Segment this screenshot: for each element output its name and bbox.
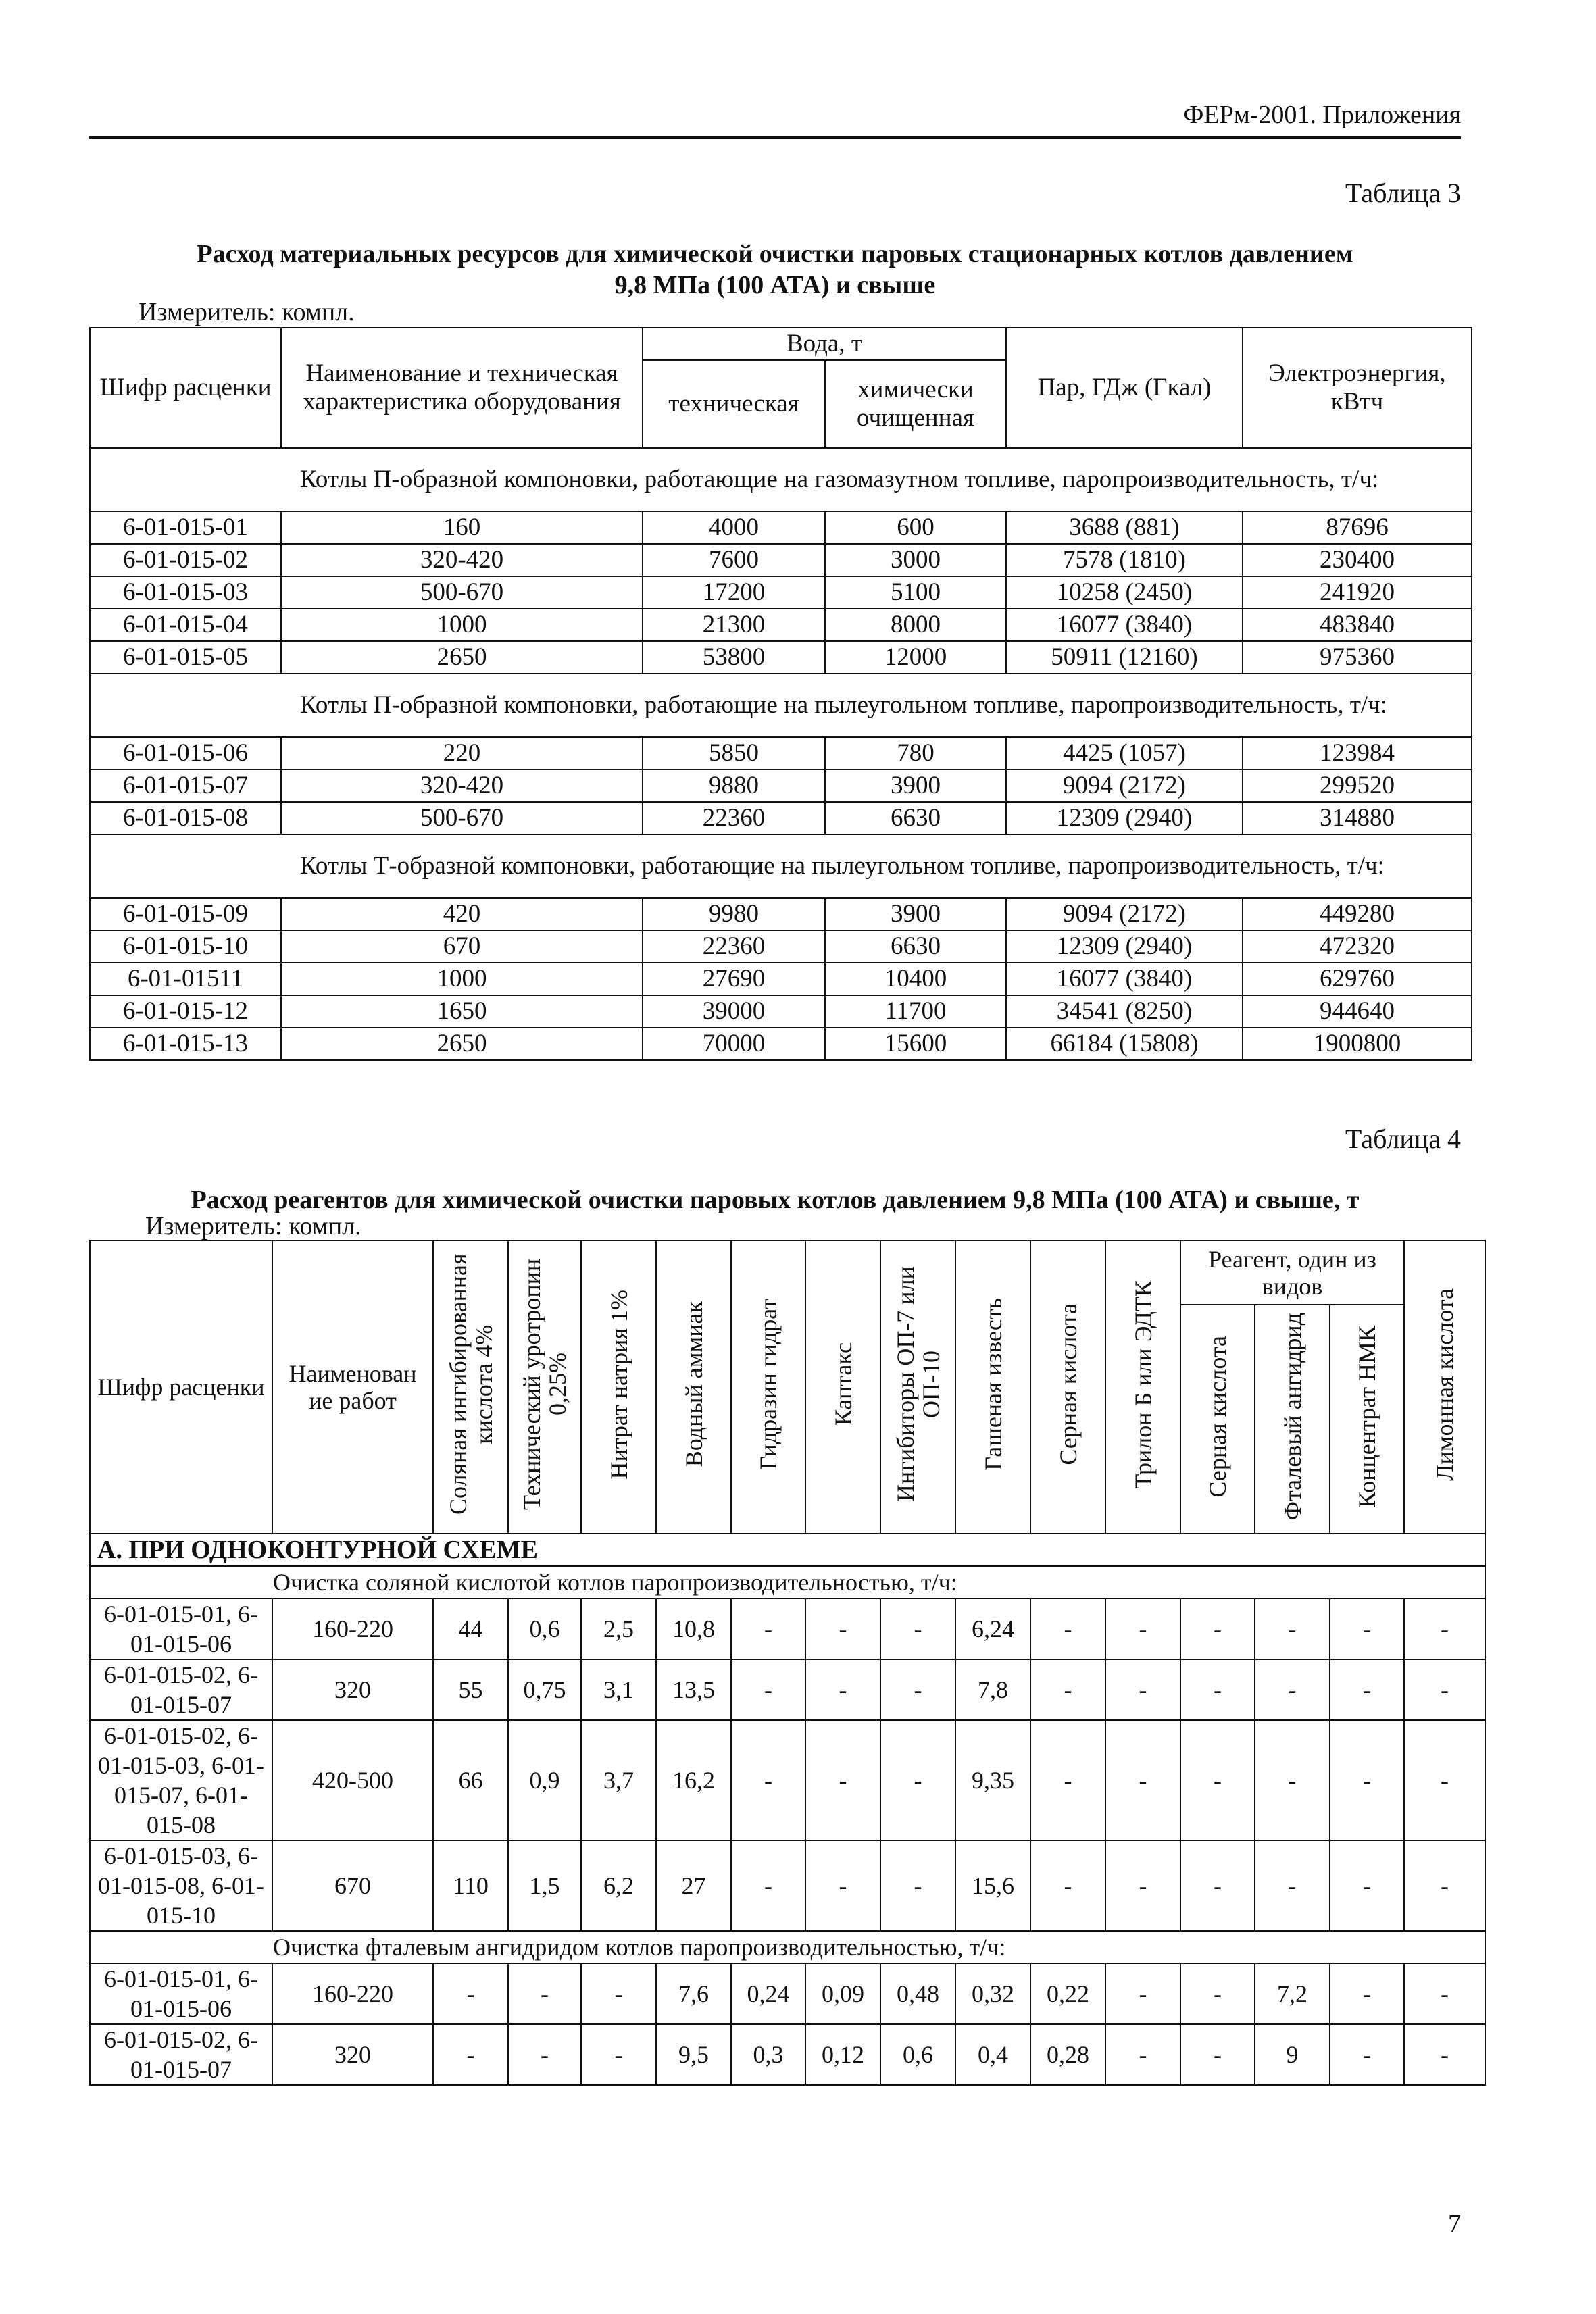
t4-scheme-title: А. ПРИ ОДНОКОНТУРНОЙ СХЕМЕ — [90, 1534, 1485, 1566]
t4-cell: 0,32 — [955, 1963, 1030, 2024]
t4-cell: - — [1255, 1659, 1330, 1720]
t4-cell: - — [1030, 1599, 1105, 1659]
t3-cell: 6-01-015-03 — [90, 576, 281, 609]
t3-cell: 17200 — [643, 576, 825, 609]
t3-section-row — [90, 674, 1472, 737]
t4-code-cell: 6-01-015-03, 6-01-015-08, 6-01-015-10 — [90, 1840, 272, 1931]
t4-cell: 6,24 — [955, 1599, 1030, 1659]
t3-cell: 3688 (881) — [1006, 511, 1243, 544]
t3-cell: 944640 — [1243, 995, 1472, 1028]
t4-cell: - — [1330, 1840, 1404, 1931]
t4-code-cell: 6-01-015-02, 6-01-015-07 — [90, 1659, 272, 1720]
table3-meter: Измеритель: компл. — [139, 298, 355, 326]
t4-cell: 9,35 — [955, 1720, 1030, 1840]
t4-header-c3: Нитрат натрия 1% — [581, 1240, 656, 1534]
header-divider — [89, 136, 1461, 139]
t4-cell: - — [433, 2024, 508, 2085]
t3-cell: 6630 — [825, 930, 1006, 963]
t4-cell: 0,24 — [731, 1963, 805, 2024]
table-row — [90, 2024, 1485, 2085]
t4-cell: - — [1404, 1840, 1485, 1931]
t4-cell: - — [1030, 1840, 1105, 1931]
t3-cell: 123984 — [1243, 737, 1472, 770]
table-row — [90, 1840, 1485, 1931]
t4-cell: 1,5 — [508, 1840, 581, 1931]
table3-label: Таблица 3 — [1345, 178, 1461, 208]
t4-cell: 7,2 — [1255, 1963, 1330, 2024]
t4-cell: 7,8 — [955, 1659, 1030, 1720]
t4-cell: - — [1255, 1840, 1330, 1931]
t3-cell: 2650 — [281, 1028, 643, 1060]
t4-section-title: Очистка фталевым ангидридом котлов паропроизводительностью, т/ч: — [90, 1931, 1485, 1963]
t3-cell: 1650 — [281, 995, 643, 1028]
t3-cell: 241920 — [1243, 576, 1472, 609]
t3-cell: 6-01-01511 — [90, 963, 281, 995]
t4-cell: 0,4 — [955, 2024, 1030, 2085]
t3-cell: 7600 — [643, 544, 825, 576]
t3-cell: 314880 — [1243, 802, 1472, 834]
t4-cell: 420-500 — [272, 1720, 433, 1840]
t3-section-row — [90, 448, 1472, 511]
t4-cell: 0,28 — [1030, 2024, 1105, 2085]
t4-cell: - — [508, 2024, 581, 2085]
t3-cell: 50911 (12160) — [1006, 641, 1243, 674]
t3-cell: 6630 — [825, 802, 1006, 834]
t4-header-c10: Трилон Б или ЭДТК — [1105, 1240, 1180, 1534]
t4-cell: - — [731, 1840, 805, 1931]
t4-cell: 13,5 — [656, 1659, 731, 1720]
t3-cell: 500-670 — [281, 576, 643, 609]
t4-header-code: Шифр расценки — [90, 1240, 272, 1534]
t3-cell: 483840 — [1243, 609, 1472, 641]
t4-header-c12: Фталевый ангидрид — [1255, 1305, 1330, 1534]
table4 — [89, 1240, 1486, 2086]
t3-cell: 10400 — [825, 963, 1006, 995]
t3-section-title: Котлы П-образной компоновки, работающие на газомазутном топливе, паропроизводительность, т/ч: — [90, 448, 1472, 511]
t3-cell: 6-01-015-05 — [90, 641, 281, 674]
t4-cell: 0,9 — [508, 1720, 581, 1840]
t3-cell: 87696 — [1243, 511, 1472, 544]
t4-cell: - — [731, 1720, 805, 1840]
t4-cell: 55 — [433, 1659, 508, 1720]
t4-cell: 320 — [272, 1659, 433, 1720]
t4-cell: - — [1180, 1963, 1255, 2024]
table-row — [90, 1720, 1485, 1840]
table-row — [90, 609, 1472, 641]
t3-cell: 16077 (3840) — [1006, 963, 1243, 995]
t4-cell: - — [1404, 1599, 1485, 1659]
t3-cell: 6-01-015-07 — [90, 770, 281, 802]
t3-cell: 449280 — [1243, 898, 1472, 930]
t4-cell: - — [880, 1659, 955, 1720]
t3-cell: 1900800 — [1243, 1028, 1472, 1060]
t3-cell: 320-420 — [281, 544, 643, 576]
t3-cell: 629760 — [1243, 963, 1472, 995]
table3 — [89, 327, 1472, 1061]
t4-cell: 10,8 — [656, 1599, 731, 1659]
t4-header-c6: Каптакс — [805, 1240, 880, 1534]
table4-label: Таблица 4 — [1345, 1124, 1461, 1154]
table-row — [90, 641, 1472, 674]
t4-header-c8: Гашеная известь — [955, 1240, 1030, 1534]
t3-cell: 9980 — [643, 898, 825, 930]
t4-cell: 44 — [433, 1599, 508, 1659]
t4-cell: - — [1180, 1659, 1255, 1720]
t4-code-cell: 6-01-015-02, 6-01-015-03, 6-01-015-07, 6-01-015-08 — [90, 1720, 272, 1840]
t3-cell: 6-01-015-12 — [90, 995, 281, 1028]
t3-cell: 34541 (8250) — [1006, 995, 1243, 1028]
table3-caption-line1: Расход материальных ресурсов для химической очистки паровых стационарных котлов давлением — [197, 240, 1353, 268]
t3-cell: 3900 — [825, 770, 1006, 802]
table4-meter: Измеритель: компл. — [145, 1212, 361, 1240]
t3-header-code: Шифр расценки — [90, 328, 281, 448]
t4-cell: 3,1 — [581, 1659, 656, 1720]
t3-cell: 22360 — [643, 802, 825, 834]
t4-cell: 9 — [1255, 2024, 1330, 2085]
t4-cell: - — [1330, 1720, 1404, 1840]
t4-cell: - — [1030, 1659, 1105, 1720]
t3-cell: 3900 — [825, 898, 1006, 930]
t4-cell: 3,7 — [581, 1720, 656, 1840]
t4-cell: - — [1105, 1840, 1180, 1931]
t3-cell: 9094 (2172) — [1006, 898, 1243, 930]
t4-cell: - — [880, 1720, 955, 1840]
table4-caption: Расход реагентов для химической очистки паровых котлов давлением 9,8 МПа (100 АТА) и свыше, т — [191, 1186, 1360, 1214]
table-row — [90, 737, 1472, 770]
table-row — [90, 1028, 1472, 1060]
t3-cell: 12309 (2940) — [1006, 802, 1243, 834]
t4-code-cell: 6-01-015-02, 6-01-015-07 — [90, 2024, 272, 2085]
t4-cell: - — [880, 1840, 955, 1931]
t3-cell: 11700 — [825, 995, 1006, 1028]
t4-cell: - — [1404, 1963, 1485, 2024]
t4-header-c11: Серная кислота — [1180, 1305, 1255, 1534]
t3-cell: 6-01-015-02 — [90, 544, 281, 576]
t3-cell: 10258 (2450) — [1006, 576, 1243, 609]
t3-cell: 6-01-015-01 — [90, 511, 281, 544]
t3-cell: 420 — [281, 898, 643, 930]
t4-cell: - — [805, 1720, 880, 1840]
t4-cell: - — [1105, 1659, 1180, 1720]
t4-cell: - — [1404, 2024, 1485, 2085]
t3-cell: 16077 (3840) — [1006, 609, 1243, 641]
t3-cell: 500-670 — [281, 802, 643, 834]
t3-cell: 12000 — [825, 641, 1006, 674]
t3-cell: 320-420 — [281, 770, 643, 802]
t4-cell: - — [805, 1840, 880, 1931]
t3-cell: 5850 — [643, 737, 825, 770]
t4-section-row — [90, 1931, 1485, 1963]
t4-cell: 110 — [433, 1840, 508, 1931]
t3-cell: 8000 — [825, 609, 1006, 641]
t4-code-cell: 6-01-015-01, 6-01-015-06 — [90, 1963, 272, 2024]
t3-cell: 12309 (2940) — [1006, 930, 1243, 963]
t3-cell: 6-01-015-06 — [90, 737, 281, 770]
t4-cell: 0,12 — [805, 2024, 880, 2085]
t4-cell: 0,6 — [880, 2024, 955, 2085]
t4-cell: 2,5 — [581, 1599, 656, 1659]
table-row — [90, 1963, 1485, 2024]
t4-cell: - — [1255, 1720, 1330, 1840]
t3-cell: 472320 — [1243, 930, 1472, 963]
t4-cell: 160-220 — [272, 1599, 433, 1659]
t4-cell: - — [1255, 1599, 1330, 1659]
t4-header-c2: Технический уротропин 0,25% — [508, 1240, 581, 1534]
t3-section-title: Котлы П-образной компоновки, работающие на пылеугольном топливе, паропроизводительность, т/ч: — [90, 674, 1472, 737]
t4-cell: - — [1180, 1720, 1255, 1840]
t3-cell: 160 — [281, 511, 643, 544]
t3-cell: 6-01-015-04 — [90, 609, 281, 641]
t4-cell: - — [1105, 2024, 1180, 2085]
t3-cell: 6-01-015-09 — [90, 898, 281, 930]
table-row — [90, 544, 1472, 576]
t3-cell: 9094 (2172) — [1006, 770, 1243, 802]
t3-cell: 6-01-015-10 — [90, 930, 281, 963]
t4-cell: 0,6 — [508, 1599, 581, 1659]
t3-cell: 9880 — [643, 770, 825, 802]
t3-cell: 53800 — [643, 641, 825, 674]
table-row — [90, 963, 1472, 995]
t4-cell: - — [1180, 1599, 1255, 1659]
t4-cell: 27 — [656, 1840, 731, 1931]
t4-cell: - — [731, 1659, 805, 1720]
table3-caption-line2: 9,8 МПа (100 АТА) и свыше — [614, 271, 936, 299]
t3-cell: 230400 — [1243, 544, 1472, 576]
t4-cell: - — [508, 1963, 581, 2024]
t4-cell: 15,6 — [955, 1840, 1030, 1931]
table-row — [90, 511, 1472, 544]
t4-header-name: Наименован ие работ — [272, 1240, 433, 1534]
t4-cell: - — [805, 1659, 880, 1720]
t3-cell: 21300 — [643, 609, 825, 641]
t4-header-c5: Гидразин гидрат — [731, 1240, 805, 1534]
t3-cell: 3000 — [825, 544, 1006, 576]
table-row — [90, 995, 1472, 1028]
t4-cell: - — [1330, 1963, 1404, 2024]
t3-header-power: Электроэнергия, кВтч — [1243, 328, 1472, 448]
t4-header-c7: Ингибиторы ОП-7 или ОП-10 — [880, 1240, 955, 1534]
t4-header-c4: Водный аммиак — [656, 1240, 731, 1534]
t3-cell: 22360 — [643, 930, 825, 963]
t4-cell: - — [805, 1599, 880, 1659]
t4-cell: 320 — [272, 2024, 433, 2085]
t4-cell: - — [1105, 1963, 1180, 2024]
t4-cell: 66 — [433, 1720, 508, 1840]
t3-cell: 6-01-015-08 — [90, 802, 281, 834]
t3-cell: 220 — [281, 737, 643, 770]
t4-code-cell: 6-01-015-01, 6-01-015-06 — [90, 1599, 272, 1659]
t3-cell: 66184 (15808) — [1006, 1028, 1243, 1060]
t3-header-steam: Пар, ГДж (Гкал) — [1006, 328, 1243, 448]
t3-cell: 975360 — [1243, 641, 1472, 674]
t3-cell: 27690 — [643, 963, 825, 995]
t3-cell: 4000 — [643, 511, 825, 544]
t3-cell: 299520 — [1243, 770, 1472, 802]
t4-cell: - — [1330, 2024, 1404, 2085]
t4-cell: - — [1105, 1599, 1180, 1659]
running-header: ФЕРм-2001. Приложения — [1183, 101, 1461, 129]
t4-cell: 670 — [272, 1840, 433, 1931]
t4-cell: 160-220 — [272, 1963, 433, 2024]
t3-section-title: Котлы Т-образной компоновки, работающие на пылеугольном топливе, паропроизводительность, т/ч: — [90, 834, 1472, 898]
t4-section-row — [90, 1566, 1485, 1599]
t4-cell: - — [731, 1599, 805, 1659]
t4-cell: - — [1030, 1720, 1105, 1840]
t4-cell: - — [1330, 1599, 1404, 1659]
t3-cell: 5100 — [825, 576, 1006, 609]
t4-cell: 0,22 — [1030, 1963, 1105, 2024]
t4-cell: 7,6 — [656, 1963, 731, 2024]
t4-header-c9: Серная кислота — [1030, 1240, 1105, 1534]
t3-cell: 39000 — [643, 995, 825, 1028]
table-row — [90, 930, 1472, 963]
t4-cell: 0,48 — [880, 1963, 955, 2024]
t4-cell: - — [880, 1599, 955, 1659]
t3-cell: 600 — [825, 511, 1006, 544]
t4-cell: - — [1180, 2024, 1255, 2085]
table-row — [90, 898, 1472, 930]
table-row — [90, 770, 1472, 802]
t4-cell: 0,09 — [805, 1963, 880, 2024]
page-number: 7 — [1448, 2210, 1461, 2238]
t4-cell: - — [1330, 1659, 1404, 1720]
t3-cell: 7578 (1810) — [1006, 544, 1243, 576]
table-row — [90, 576, 1472, 609]
t3-cell: 780 — [825, 737, 1006, 770]
table-row — [90, 1599, 1485, 1659]
t3-header-water: Вода, т — [643, 328, 1006, 360]
t3-cell: 70000 — [643, 1028, 825, 1060]
t4-cell: 9,5 — [656, 2024, 731, 2085]
t3-header-water-tech: техническая — [643, 360, 825, 448]
t3-section-row — [90, 834, 1472, 898]
t3-cell: 15600 — [825, 1028, 1006, 1060]
t4-header-c14: Лимонная кислота — [1404, 1240, 1485, 1534]
t4-cell: - — [1404, 1720, 1485, 1840]
t4-header-c1: Соляная ингибированная кислота 4% — [433, 1240, 508, 1534]
t3-cell: 1000 — [281, 609, 643, 641]
t3-cell: 6-01-015-13 — [90, 1028, 281, 1060]
t4-header-c13: Концентрат НМК — [1330, 1305, 1404, 1534]
t4-cell: 16,2 — [656, 1720, 731, 1840]
t3-cell: 4425 (1057) — [1006, 737, 1243, 770]
t4-cell: 6,2 — [581, 1840, 656, 1931]
t4-cell: - — [581, 2024, 656, 2085]
t3-header-name: Наименование и техническая характеристика оборудования — [281, 328, 643, 448]
t3-cell: 670 — [281, 930, 643, 963]
t3-cell: 1000 — [281, 963, 643, 995]
t4-cell: - — [433, 1963, 508, 2024]
t4-cell: - — [581, 1963, 656, 2024]
t4-cell: 0,75 — [508, 1659, 581, 1720]
t4-cell: 0,3 — [731, 2024, 805, 2085]
t3-cell: 2650 — [281, 641, 643, 674]
t4-cell: - — [1105, 1720, 1180, 1840]
t4-section-title: Очистка соляной кислотой котлов паропроизводительностью, т/ч: — [90, 1566, 1485, 1599]
t4-header-reagent-group: Реагент, один из видов — [1180, 1240, 1404, 1305]
t3-header-water-chem: химически очищенная — [825, 360, 1006, 448]
table-row — [90, 1659, 1485, 1720]
table-row — [90, 802, 1472, 834]
t4-cell: - — [1180, 1840, 1255, 1931]
t4-cell: - — [1404, 1659, 1485, 1720]
